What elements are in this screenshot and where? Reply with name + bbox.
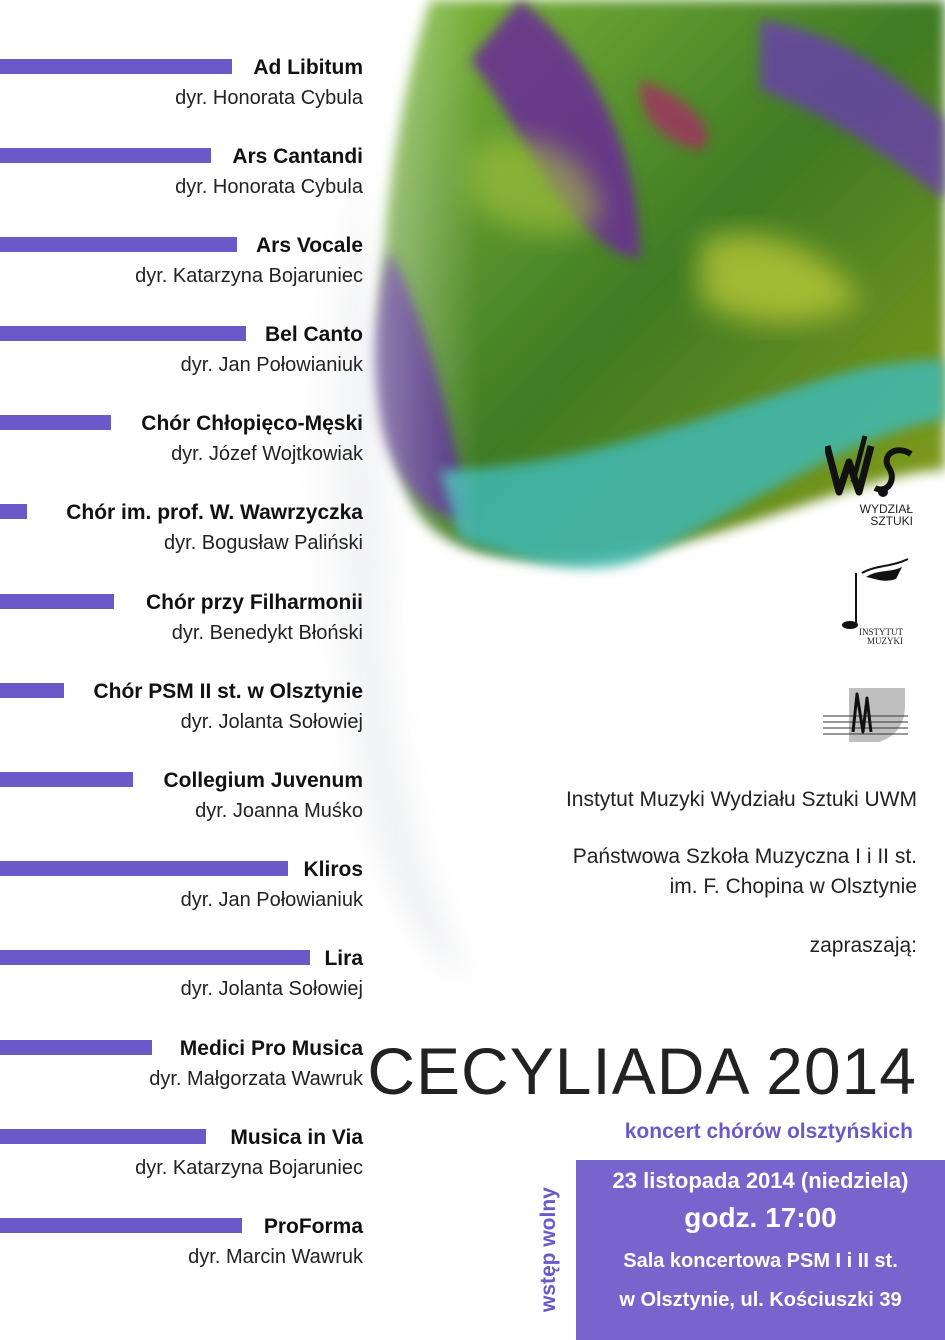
choir-director: dyr. Bogusław Paliński [164,532,363,554]
psm-logo [823,686,908,744]
choir-name: Chór Chłopięco-Męski [141,412,363,435]
choir-item [0,947,945,1007]
choir-director: dyr. Małgorzata Wawruk [149,1068,363,1090]
choir-name: Kliros [303,858,363,881]
accent-bar [0,148,211,163]
choir-name: Lira [324,947,363,970]
choir-director: dyr. Józef Wojtkowiak [171,443,363,465]
wydzial-caption-2: SZTUKI [870,514,913,528]
choir-director: dyr. Marcin Wawruk [188,1246,363,1268]
choir-director: dyr. Jan Połowianiuk [180,889,363,911]
choir-name: Collegium Juvenum [163,769,363,792]
accent-bar [0,504,27,519]
choir-name: Ad Libitum [253,56,363,79]
choir-director: dyr. Jolanta Sołowiej [180,711,363,733]
event-time: godz. 17:00 [684,1202,837,1233]
invite-text: zapraszają: [809,934,917,957]
accent-bar [0,772,133,787]
choir-item [0,56,945,116]
instytut-muzyki-logo [832,555,912,630]
choir-director: dyr. Joanna Muśko [195,800,363,822]
accent-bar [0,415,111,430]
organiser-institute: Instytut Muzyki Wydziału Sztuki UWM [565,788,917,811]
accent-bar [0,683,64,698]
event-info-box [576,1160,945,1340]
choir-name: Chór przy Filharmonii [145,591,363,614]
choir-name: Medici Pro Musica [179,1037,363,1060]
choir-name: Ars Cantandi [232,145,363,168]
accent-bar [0,594,114,609]
event-title: CECYLIADA 2014 [367,1034,917,1108]
choir-name: ProForma [263,1215,363,1238]
choir-item [0,234,945,294]
choir-director: dyr. Honorata Cybula [175,87,363,109]
choir-director: dyr. Jan Połowianiuk [180,354,363,376]
accent-bar [0,237,237,252]
choir-director: dyr. Jolanta Sołowiej [180,978,363,1000]
accent-bar [0,1129,206,1144]
free-entry-label: wstęp wolny [537,1187,560,1312]
choir-item [0,412,945,472]
accent-bar [0,326,246,341]
event-venue-line-2: w Olsztynie, ul. Kościuszki 39 [619,1289,902,1311]
accent-bar [0,59,232,74]
choir-director: dyr. Katarzyna Bojaruniec [135,1157,363,1179]
choir-item [0,501,945,561]
choir-item [0,591,945,651]
accent-bar [0,1040,152,1055]
event-subtitle: koncert chórów olsztyńskich [624,1120,913,1143]
organiser-school: Państwowa Szkoła Muzyczna I i II st. [572,845,917,868]
event-venue-line-1: Sala koncertowa PSM I i II st. [623,1250,898,1272]
choir-name: Chór im. prof. W. Wawrzyczka [66,501,363,524]
choir-director: dyr. Honorata Cybula [175,176,363,198]
choir-item [0,145,945,205]
wydzial-sztuki-logo [825,432,920,502]
organiser-school-name: im. F. Chopina w Olsztynie [669,875,917,898]
accent-bar [0,1218,242,1233]
accent-bar [0,950,310,965]
event-date: 23 listopada 2014 (niedziela) [612,1168,909,1193]
choir-name: Musica in Via [230,1126,363,1149]
choir-director: dyr. Benedykt Błoński [171,622,363,644]
choir-name: Bel Canto [264,323,363,346]
choir-director: dyr. Katarzyna Bojaruniec [135,265,363,287]
choir-item [0,323,945,383]
accent-bar [0,861,288,876]
choir-name: Chór PSM II st. w Olsztynie [93,680,363,703]
choir-item [0,680,945,740]
instytut-caption-2: MUZYKI [867,636,903,646]
choir-name: Ars Vocale [256,234,363,257]
instytut-caption-1: INSTYTUT [859,627,903,637]
wydzial-caption-1: WYDZIAŁ [859,502,913,516]
